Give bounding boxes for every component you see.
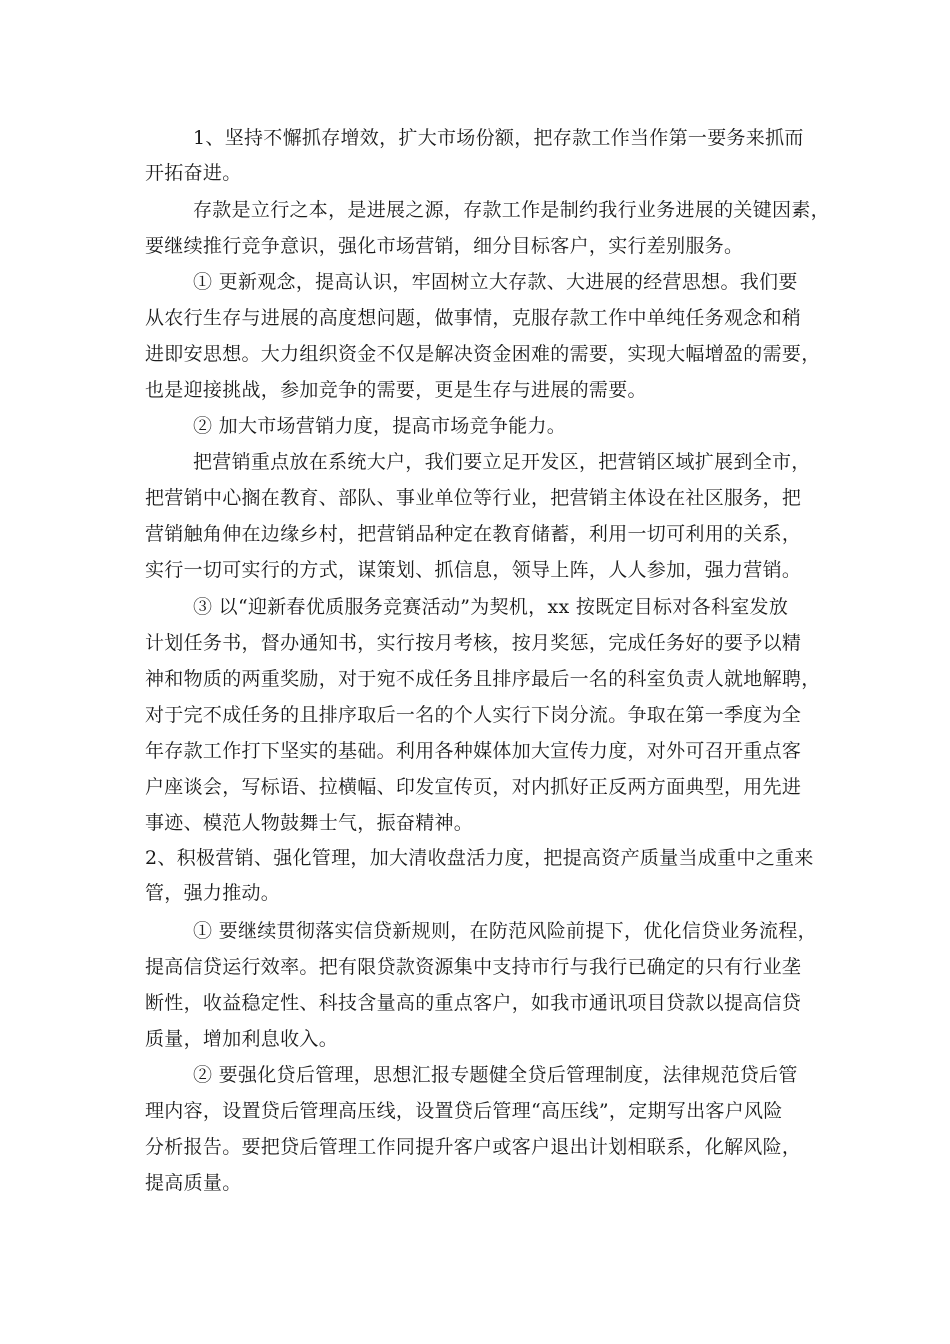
text-line: ③ 以“迎新春优质服务竞赛活动”为契机，xx 按既定目标对各科室发放 <box>193 596 789 618</box>
text-line: 进即安思想。大力组织资金不仅是解决资金困难的需要，实现大幅增盈的需要， <box>145 343 821 365</box>
text-line: 1、坚持不懈抓存增效，扩大市场份额，把存款工作当作第一要务来抓而 <box>193 127 804 149</box>
text-line: 实行一切可实行的方式，谋策划、抓信息，领导上阵，人人参加，强力营销。 <box>145 559 802 581</box>
text-line: 分析报告。要把贷后管理工作同提升客户或客户退出计划相联系，化解风险， <box>145 1136 802 1158</box>
text-line: 提高信贷运行效率。把有限贷款资源集中支持市行与我行已确定的只有行业垄 <box>145 956 802 978</box>
text-line: 神和物质的两重奖励，对于宛不成任务且排序最后一名的科室负责人就地解聘， <box>145 668 821 690</box>
text-line: 提高质量。 <box>145 1172 242 1194</box>
text-line: ② 加大市场营销力度，提高市场竞争能力。 <box>193 415 567 437</box>
text-line: 存款是立行之本，是进展之源，存款工作是制约我行业务进展的关键因素， <box>193 199 830 221</box>
text-line: 年存款工作打下坚实的基础。利用各种媒体加大宣传力度，对外可召开重点客 <box>145 740 802 762</box>
text-line: 计划任务书，督办通知书，实行按月考核，按月奖惩，完成任务好的要予以精 <box>145 632 802 654</box>
text-line: 质量，增加利息收入。 <box>145 1028 339 1050</box>
text-line: 对于完不成任务的且排序取后一名的个人实行下岗分流。争取在第一季度为全 <box>145 704 802 726</box>
text-line: 要继续推行竞争意识，强化市场营销，细分目标客户，实行差别服务。 <box>145 235 744 257</box>
text-line: 把营销中心搁在教育、部队、事业单位等行业，把营销主体设在社区服务，把 <box>145 487 802 509</box>
text-line: 2、积极营销、强化管理，加大清收盘活力度，把提高资产质量当成重中之重来 <box>145 847 814 869</box>
text-line: ① 更新观念，提高认识，牢固树立大存款、大进展的经营思想。我们要 <box>193 271 798 293</box>
text-line: 户座谈会，写标语、拉横幅、印发宣传页，对内抓好正反两方面典型，用先进 <box>145 776 802 798</box>
text-line: 也是迎接挑战，参加竞争的需要，更是生存与进展的需要。 <box>145 379 647 401</box>
text-line: 理内容，设置贷后管理高压线，设置贷后管理“高压线”，定期写出客户风险 <box>145 1100 783 1122</box>
text-line: 开拓奋进。 <box>145 162 242 184</box>
text-line: 事迹、模范人物鼓舞士气，振奋精神。 <box>145 812 474 834</box>
text-line: ① 要继续贯彻落实信贷新规则，在防范风险前提下，优化信贷业务流程， <box>193 920 817 942</box>
text-line: 管，强力推动。 <box>145 882 281 904</box>
text-line: 从农行生存与进展的高度想问题，做事情，克服存款工作中单纯任务观念和稍 <box>145 307 802 329</box>
text-line: 断性，收益稳定性、科技含量高的重点客户，如我市通讯项目贷款以提高信贷 <box>145 992 802 1014</box>
text-line: 把营销重点放在系统大户，我们要立足开发区，把营销区域扩展到全市， <box>193 451 811 473</box>
text-line: 营销触角伸在边缘乡村，把营销品种定在教育储蓄，利用一切可利用的关系， <box>145 523 802 545</box>
text-line: ② 要强化贷后管理，思想汇报专题健全贷后管理制度，法律规范贷后管 <box>193 1064 798 1086</box>
